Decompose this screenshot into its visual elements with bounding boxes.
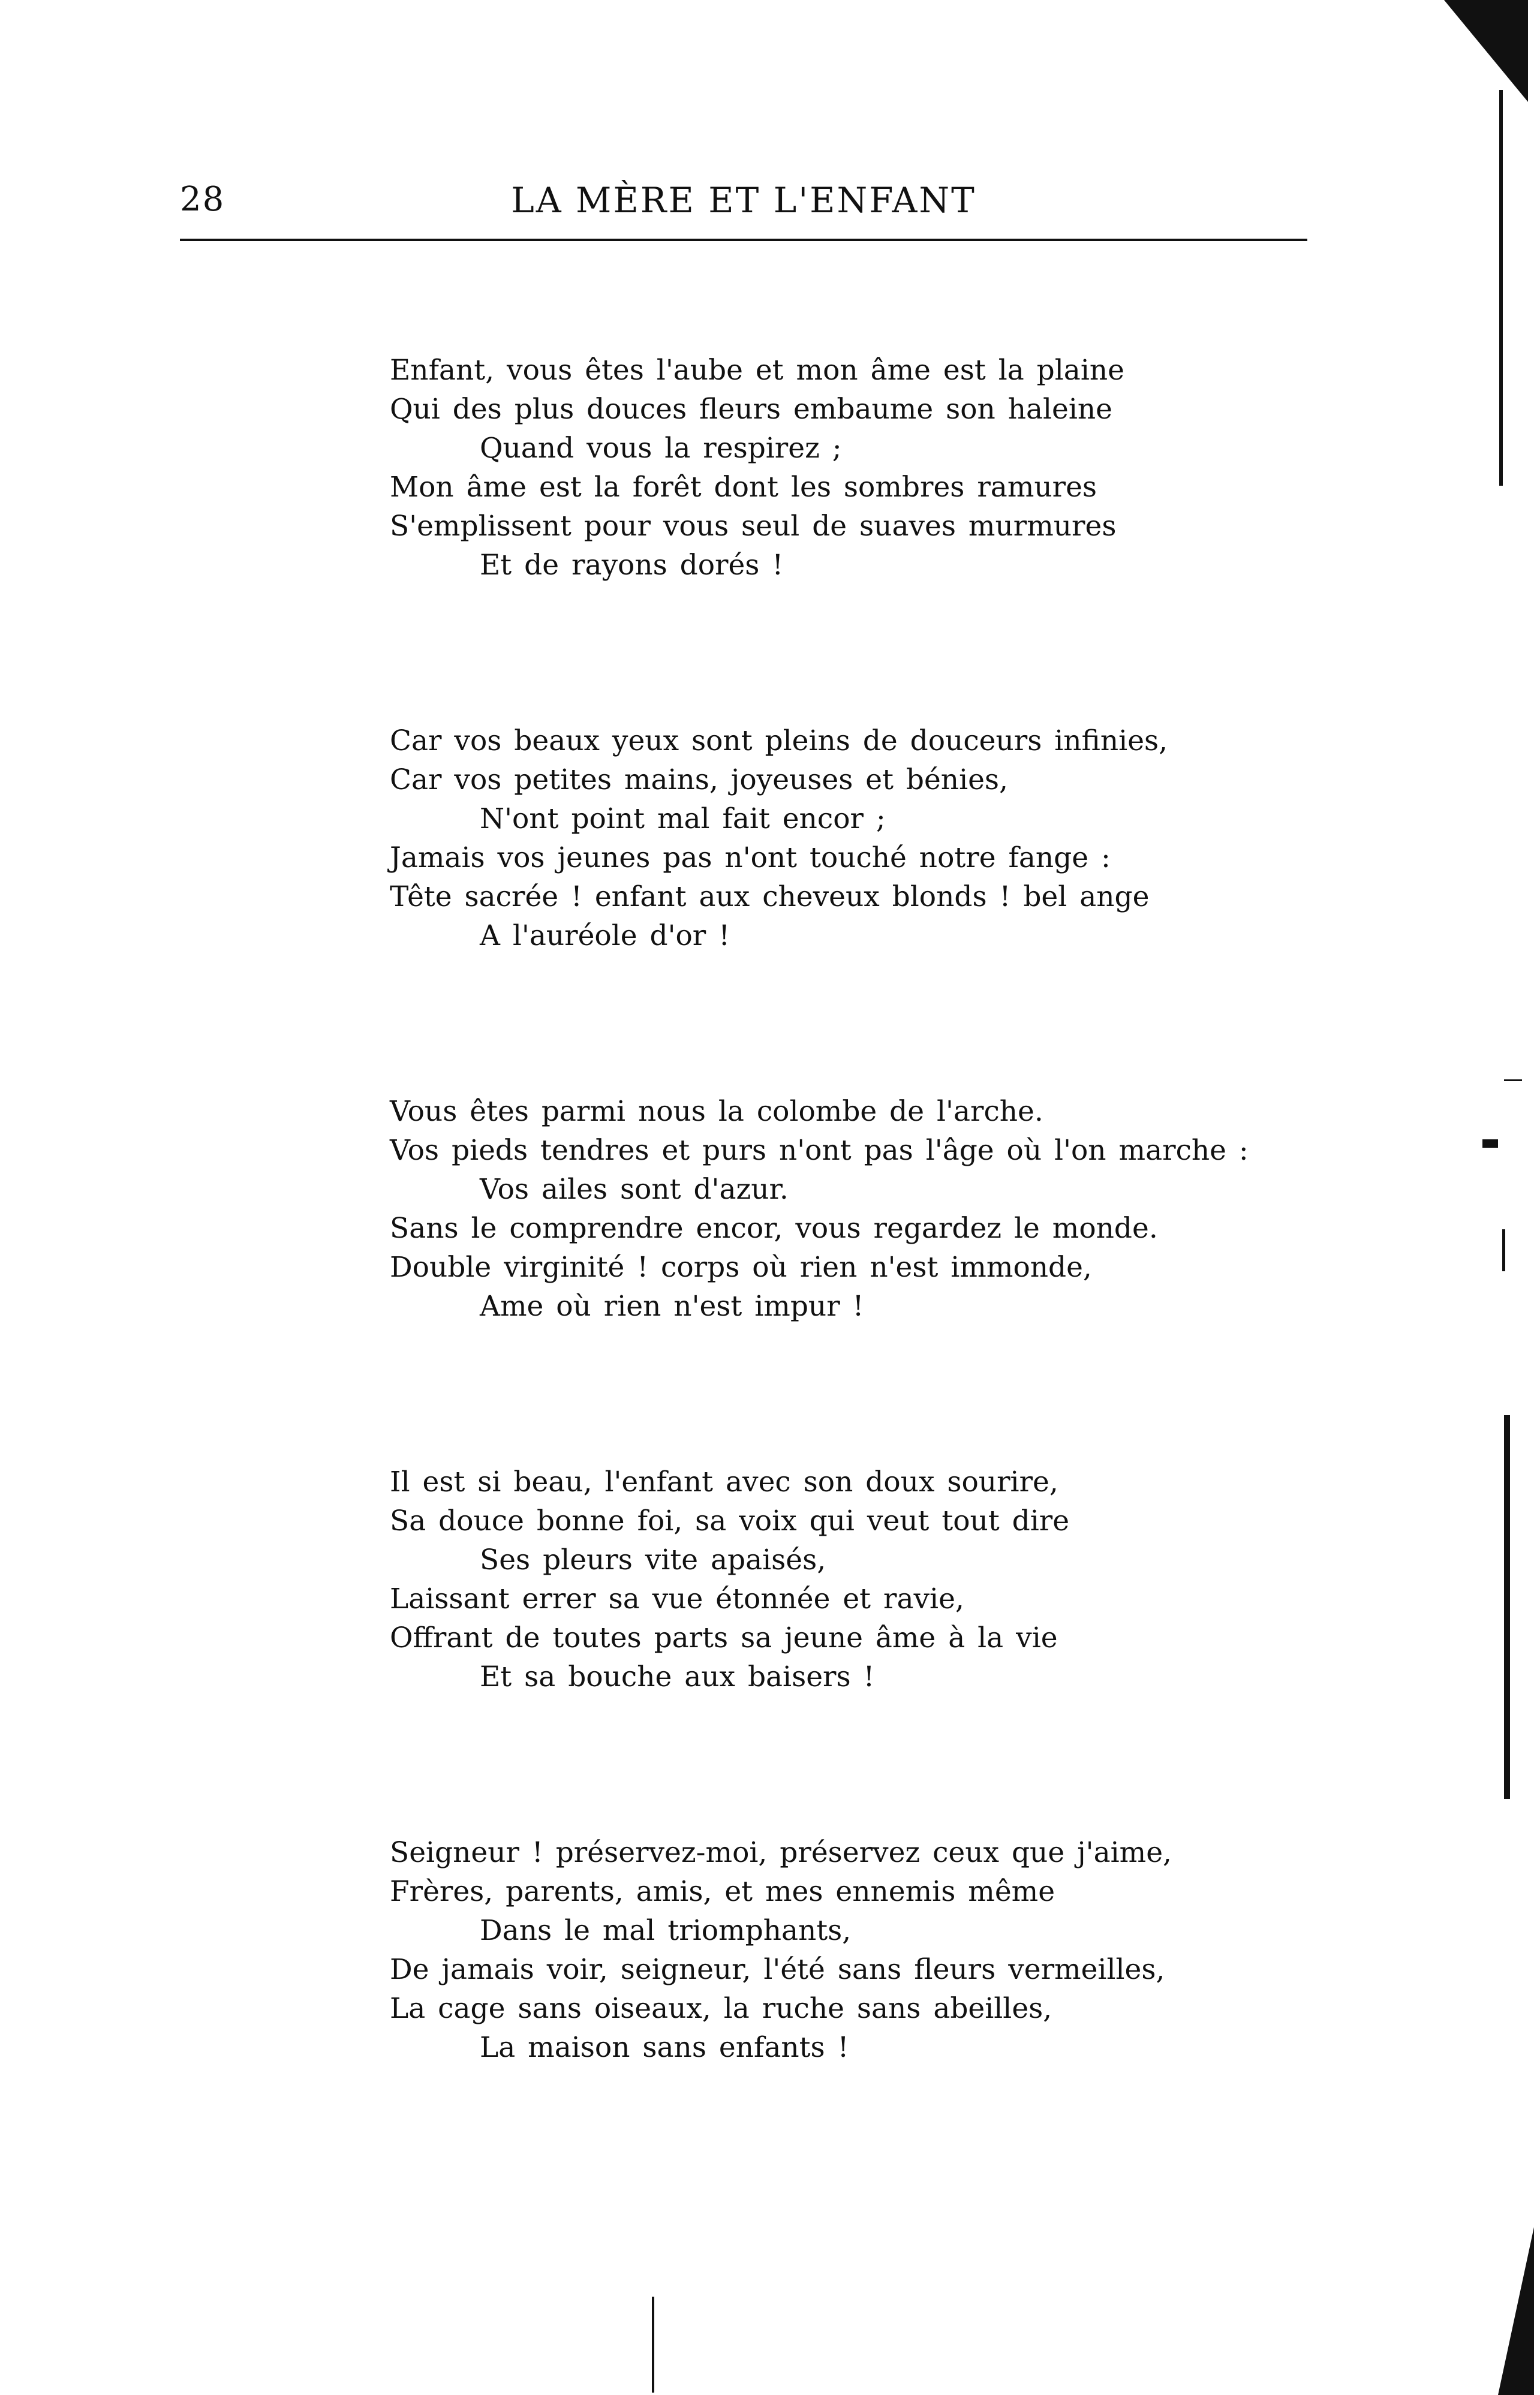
verse-line: Vous êtes parmi nous la colombe de l'arche. [390, 1095, 1043, 1128]
verse-line: Enfant, vous êtes l'aube et mon âme est la plaine [390, 354, 1124, 387]
verse-line: Car vos petites mains, joyeuses et bénies, [390, 763, 1008, 796]
verse-line: Mon âme est la forêt dont les sombres ramures [390, 471, 1097, 504]
verse-line: De jamais voir, seigneur, l'été sans fleurs vermeilles, [390, 1953, 1165, 1986]
stanza [390, 1833, 1205, 2067]
verse-line: Vos ailes sont d'azur. [480, 1173, 789, 1206]
verse-line: Ses pleurs vite apaisés, [480, 1543, 826, 1576]
verse-line: Il est si beau, l'enfant avec son doux sourire, [390, 1466, 1058, 1499]
verse-line: Sans le comprendre encor, vous regardez le monde. [390, 1212, 1158, 1245]
scan-bottom-line [652, 2297, 654, 2393]
verse-line: Jamais vos jeunes pas n'ont touché notre fange : [390, 841, 1111, 874]
verse-line: Car vos beaux yeux sont pleins de douceurs infinies, [390, 724, 1168, 757]
verse-line: Double virginité ! corps où rien n'est immonde, [390, 1251, 1092, 1284]
stanza [390, 1463, 1205, 1696]
verse-line: La cage sans oiseaux, la ruche sans abeilles, [390, 1992, 1052, 2025]
verse-line: Vos pieds tendres et purs n'ont pas l'âge où l'on marche : [390, 1134, 1249, 1167]
stanza [390, 721, 1205, 955]
page-number: 28 [180, 180, 225, 219]
verse-line: A l'auréole d'or ! [480, 919, 730, 952]
header-rule [180, 239, 1307, 241]
verse-line: Quand vous la respirez ; [480, 432, 842, 465]
verse-line: La maison sans enfants ! [480, 2031, 849, 2064]
verse-line: Offrant de toutes parts sa jeune âme à la vie [390, 1621, 1058, 1654]
verse-line: Et sa bouche aux baisers ! [480, 1660, 875, 1693]
poem [390, 351, 1249, 2204]
verse-line: Laissant errer sa vue étonnée et ravie, [390, 1582, 964, 1615]
scan-corner-mark-bottom [1498, 2227, 1534, 2395]
page-header [180, 180, 1307, 246]
verse-line: Frères, parents, amis, et mes ennemis même [390, 1875, 1055, 1908]
verse-line: Qui des plus douces fleurs embaume son haleine [390, 393, 1112, 426]
verse-line: Et de rayons dorés ! [480, 549, 784, 582]
stanza [390, 1092, 1249, 1326]
scan-edge-mark [1504, 1079, 1522, 1081]
verse-line: N'ont point mal fait encor ; [480, 802, 886, 835]
verse-line: Sa douce bonne foi, sa voix qui veut tout dire [390, 1505, 1070, 1538]
scan-corner-mark [1444, 0, 1528, 102]
stanza [390, 351, 1205, 585]
verse-line: Tête sacrée ! enfant aux cheveux blonds ! bel ange [390, 880, 1150, 913]
verse-line: Ame où rien n'est impur ! [480, 1290, 864, 1323]
verse-line: Dans le mal triomphants, [480, 1914, 852, 1947]
verse-line: S'emplissent pour vous seul de suaves murmures [390, 510, 1117, 543]
scan-edge-mark [1502, 1229, 1505, 1271]
scan-edge-line [1504, 1415, 1510, 1799]
scan-edge-line [1499, 90, 1503, 486]
running-title: LA MÈRE ET L'ENFANT [511, 180, 976, 221]
scan-edge-mark [1482, 1139, 1498, 1148]
verse-line: Seigneur ! préservez-moi, préservez ceux que j'aime, [390, 1836, 1172, 1869]
